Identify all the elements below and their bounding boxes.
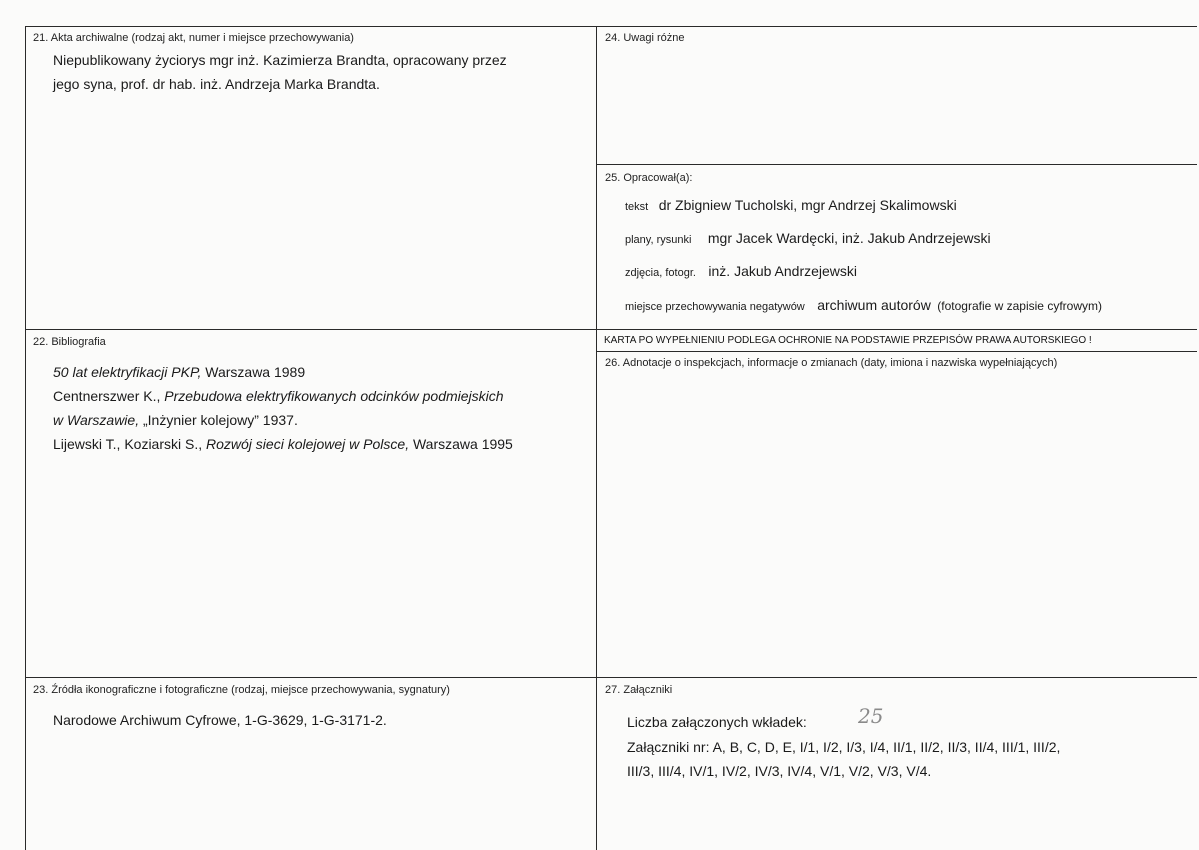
divider-21-22 <box>25 329 596 330</box>
bib-entry-3 <box>53 433 513 455</box>
divider-25-notice <box>596 329 1197 330</box>
plany-label: plany, rysunki <box>625 234 692 246</box>
section-23-label: 23. Źródła ikonograficzne i fotograficzne (rodzaj, miejsce przechowywania, sygnatury) <box>33 684 450 696</box>
attachments-count-label: Liczba załączonych wkładek: <box>627 714 807 730</box>
bib-3-rest: Warszawa 1995 <box>409 436 513 452</box>
left-border <box>25 26 26 850</box>
plany-row <box>625 230 991 248</box>
bib-2-author: Centnerszwer K., <box>53 388 165 404</box>
bib-1-rest: Warszawa 1989 <box>201 364 306 380</box>
negatywy-note: (fotografie w zapisie cyfrowym) <box>937 299 1102 313</box>
tekst-value: dr Zbigniew Tucholski, mgr Andrzej Skalimowski <box>658 197 957 213</box>
attachments-list-line2: III/3, III/4, IV/1, IV/2, IV/3, IV/4, V/1, V/2, V/3, V/4. <box>627 763 932 779</box>
negatywy-row <box>625 297 1102 315</box>
section-25-label: 25. Opracował(a): <box>605 172 693 184</box>
section-23-value: Narodowe Archiwum Cyfrowe, 1-G-3629, 1-G-3171-2. <box>53 712 387 728</box>
bib-entry-2-cont <box>53 409 298 431</box>
section-21-label: 21. Akta archiwalne (rodzaj akt, numer i miejsce przechowywania) <box>33 32 354 44</box>
top-border <box>25 26 1197 27</box>
bib-3-title: Rozwój sieci kolejowej w Polsce, <box>206 436 410 452</box>
zdjecia-value: inż. Jakub Andrzejewski <box>708 263 858 279</box>
tekst-label: tekst <box>625 201 649 213</box>
bib-1-title: 50 lat elektryfikacji PKP, <box>53 364 202 380</box>
plany-value: mgr Jacek Wardęcki, inż. Jakub Andrzejewski <box>707 230 991 246</box>
divider-22-23 <box>25 677 1197 678</box>
negatywy-value: archiwum autorów <box>817 297 931 313</box>
bib-entry-2 <box>53 385 504 407</box>
bib-3-author: Lijewski T., Koziarski S., <box>53 436 207 452</box>
center-divider <box>596 26 597 850</box>
section-27-label: 27. Załączniki <box>605 684 673 696</box>
negatywy-label: miejsce przechowywania negatywów <box>625 301 805 313</box>
attachments-list-line1: Załączniki nr: A, B, C, D, E, I/1, I/2, I/3, I/4, II/1, II/2, II/3, II/4, III/1, III/2, <box>627 739 1061 755</box>
bib-2-title: Przebudowa elektryfikowanych odcinków podmiejskich <box>164 388 504 404</box>
section-26-label: 26. Adnotacje o inspekcjach, informacje o zmianach (daty, imiona i nazwiska wypełniających) <box>605 357 1058 369</box>
bib-entry-1 <box>53 361 305 383</box>
bib-2-title-cont: w Warszawie, <box>53 412 140 428</box>
bib-2-rest: „Inżynier kolejowy” 1937. <box>139 412 298 428</box>
attachments-count-handwritten: 25 <box>858 704 884 728</box>
divider-24-25 <box>596 164 1197 165</box>
section-24-label: 24. Uwagi różne <box>605 32 685 44</box>
section-21-line2: jego syna, prof. dr hab. inż. Andrzeja Marka Brandta. <box>53 76 380 92</box>
copyright-notice: KARTA PO WYPEŁNIENIU PODLEGA OCHRONIE NA PODSTAWIE PRZEPISÓW PRAWA AUTORSKIEGO ! <box>604 335 1092 346</box>
tekst-row <box>625 197 957 215</box>
divider-notice-26 <box>596 351 1197 352</box>
section-21-line1: Niepublikowany życiorys mgr inż. Kazimierza Brandta, opracowany przez <box>53 52 507 68</box>
zdjecia-label: zdjęcia, fotogr. <box>625 267 696 279</box>
zdjecia-row <box>625 263 857 281</box>
section-22-label: 22. Bibliografia <box>33 336 106 348</box>
